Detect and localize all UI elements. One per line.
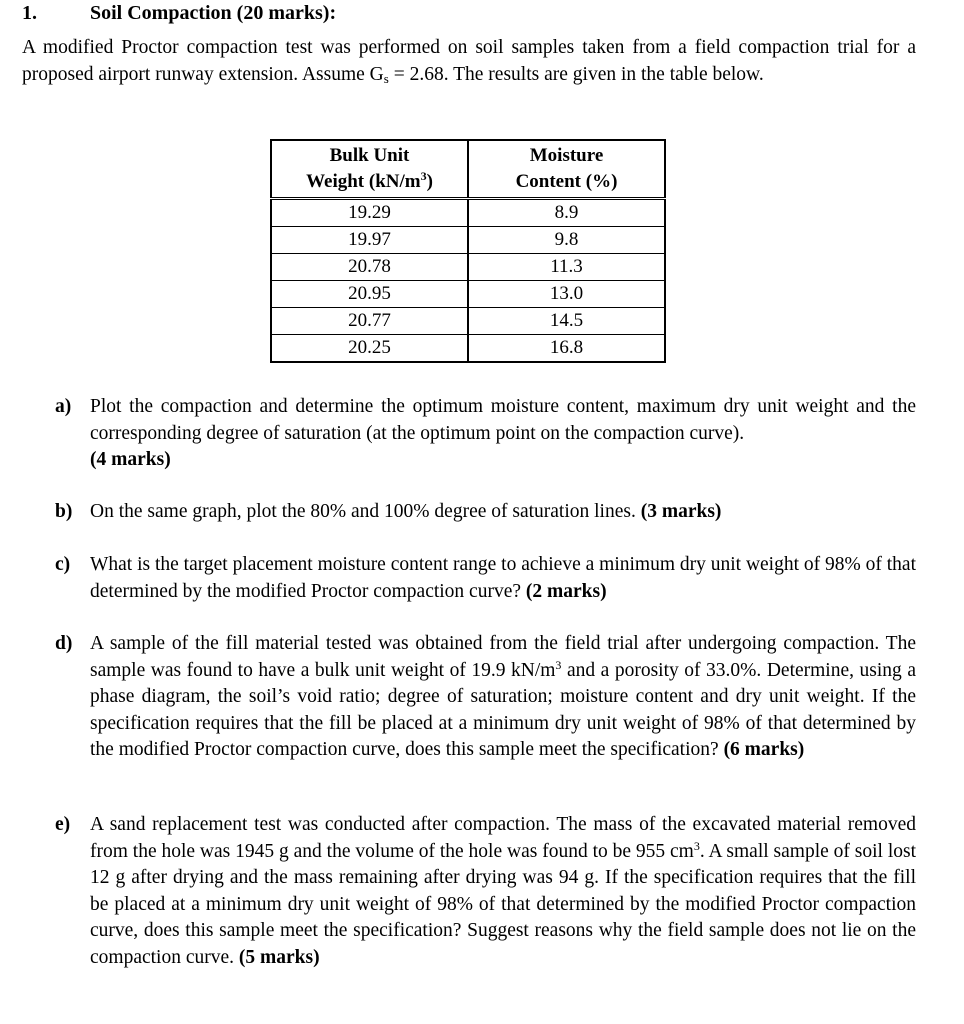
table-header-row [271, 140, 665, 199]
question-d-marks: (6 marks) [723, 739, 805, 760]
bulk-unit-weight-cell: 19.29 [271, 199, 468, 227]
moisture-content-cell: 11.3 [468, 254, 665, 281]
question-a-marks: (4 marks) [90, 449, 171, 470]
table-row [271, 254, 665, 281]
bulk-unit-weight-cell: 20.77 [271, 308, 468, 335]
question-d-label: d) [55, 633, 73, 654]
moisture-content-cell: 14.5 [468, 308, 665, 335]
question-number: 1. [22, 2, 37, 24]
table-row [271, 227, 665, 254]
question-e-text: A sand replacement test was conducted after compaction. The mass of the excavated material removed from the hole was 1945 g and the volume of the hole was found to be 955 cm [90, 814, 916, 862]
question-c-text: What is the target placement moisture content range to achieve a minimum dry unit weight of 98% of that determined by the modified Proctor compaction curve? [90, 554, 916, 602]
bulk-unit-weight-cell: 20.25 [348, 337, 391, 358]
moisture-content-cell: 16.8 [468, 335, 665, 363]
compaction-results-table [270, 139, 666, 363]
bulk-unit-weight-cell: 20.78 [271, 254, 468, 281]
bulk-unit-weight-cell: 20.95 [271, 281, 468, 308]
question-a [55, 394, 916, 474]
question-e: e) A sand replacement test was conducted after compaction. The mass of the excavated material removed from the hole was 1945 g and the volume of the hole was found to be 955 $cm^3$. A small sample of soil lost 12 g after drying and the mass remaining after drying was 94 g. If the specification requires that the fill be placed at a minimum dry unit weight of 98% of that determined by the modified Proctor compaction curve, does this sample meet the specification? Suggest reasons why the field sample does not lie on the compaction curve. (5 marks) [55, 814, 916, 968]
moisture-content-cell: 13.0 [468, 281, 665, 308]
question-c [55, 552, 916, 605]
moisture-content-cell: 8.9 [468, 199, 665, 227]
question-d-text: A sample of the fill material tested was obtained from the field trial after undergoing compaction. The sample was found to have a bulk unit weight of 19.9 kN/m [90, 633, 916, 681]
table-row [271, 308, 665, 335]
question-a-text: Plot the compaction and determine the optimum moisture content, maximum dry unit weight and the corresponding degree of saturation (at the optimum point on the compaction curve). [90, 396, 916, 444]
question-b-marks: (3 marks) [640, 501, 722, 522]
table-row [271, 281, 665, 308]
question-b-text: On the same graph, plot the 80% and 100% degree of saturation lines. [90, 501, 641, 522]
question-e-marks: (5 marks) [238, 946, 320, 968]
question-d: d) A sample of the fill material tested was obtained from the field trial after undergoing compaction. The sample was found to have a bulk unit weight of 19.9 $kN/m^3$ and a porosity of 33.0%. Determine, using a phase diagram, the soil’s void ratio; degree of saturation; moisture content and dry unit weight. If the specification requires that the fill be placed at a minimum dry unit weight of 98% of that determined by the modified Proctor compaction curve, does this sample meet the specification? (6 marks) [55, 633, 916, 760]
bulk-unit-weight-cell: 19.97 [271, 227, 468, 254]
question-title: Soil Compaction (20 marks): [90, 2, 337, 24]
table-row [271, 199, 665, 227]
question-b-label: b) [55, 501, 73, 522]
question-c-marks: (2 marks) [525, 580, 607, 602]
question-b [55, 499, 916, 526]
table-row [271, 335, 665, 363]
header-moisture-content: Moisture Content (%) [468, 140, 665, 199]
question-e-label: e) [55, 814, 71, 835]
question-heading [22, 0, 336, 27]
question-a-label: a) [55, 396, 72, 417]
question-c-label: c) [55, 554, 71, 575]
moisture-content-cell: 9.8 [468, 227, 665, 254]
intro-paragraph: A modified Proctor compaction test was performed on soil samples taken from a field compaction trial for a proposed airport runway extension. Assume $G_s = 2.68$. The results are given in the table below. [22, 37, 916, 86]
header-bulk-unit-weight: Bulk Unit Weight $(kN/m^3)$ [271, 140, 468, 199]
